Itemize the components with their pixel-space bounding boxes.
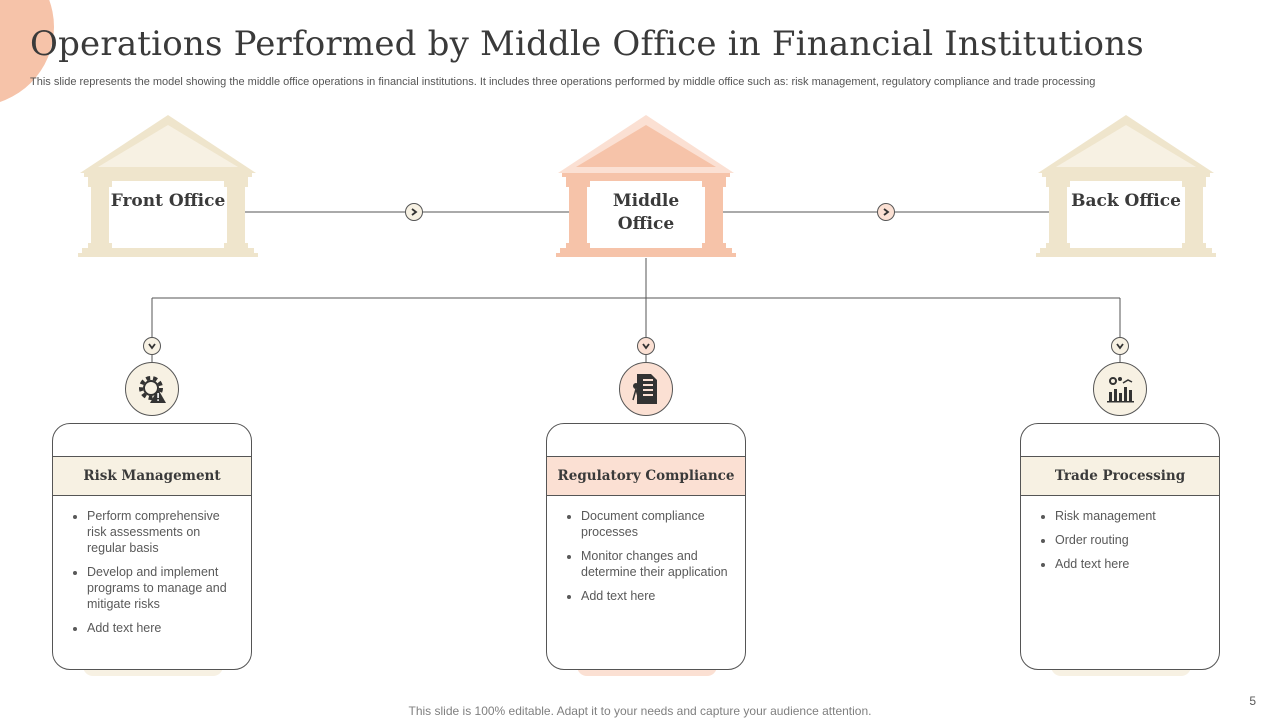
card-title: Risk Management (53, 456, 251, 496)
list-item: • Add text here (581, 588, 731, 604)
arrow-right-icon (405, 203, 423, 221)
bank-building-icon (1036, 115, 1216, 260)
chevron-down-icon (143, 337, 161, 355)
front-office-label: Front Office (110, 191, 226, 211)
bank-building-icon (556, 115, 736, 260)
list-item: • Perform comprehensive risk assessments on regular basis (87, 508, 237, 556)
card-title: Regulatory Compliance (547, 456, 745, 496)
footer-note: This slide is 100% editable. Adapt it to your needs and capture your audience attention. (408, 704, 872, 718)
gear-warning-icon (125, 362, 179, 416)
regulatory-compliance-card (546, 423, 746, 670)
middle-office-label: Middle Office (612, 191, 680, 234)
arrow-right-icon (877, 203, 895, 221)
bank-building-icon (78, 115, 258, 260)
list-item: • Order routing (1055, 532, 1205, 548)
compliance-document-icon (619, 362, 673, 416)
chevron-down-icon (1111, 337, 1129, 355)
list-item: • Risk management (1055, 508, 1205, 524)
list-item: • Monitor changes and determine their application (581, 548, 731, 580)
back-office-label: Back Office (1071, 191, 1181, 211)
trade-processing-card (1020, 423, 1220, 670)
risk-management-card (52, 423, 252, 670)
card-bullet-list (67, 508, 237, 644)
chevron-down-icon (637, 337, 655, 355)
middle-office-building (556, 115, 736, 260)
slide-title: Operations Performed by Middle Office in Financial Institutions (30, 24, 1144, 64)
card-bullet-list (1035, 508, 1205, 580)
slide-subtitle: This slide represents the model showing the middle office operations in financial institutions. It includes three operations performed by middle office such as: risk management, regulatory compliance and trade processing (30, 76, 1096, 88)
list-item: • Develop and implement programs to manage and mitigate risks (87, 564, 237, 612)
list-item: • Add text here (87, 620, 237, 636)
back-office-building (1036, 115, 1216, 260)
bank-shape (1036, 115, 1216, 257)
card-bullet-list (561, 508, 731, 612)
card-title: Trade Processing (1021, 456, 1219, 496)
list-item: • Document compliance processes (581, 508, 731, 540)
page-number: 5 (1249, 694, 1256, 708)
list-item: • Add text here (1055, 556, 1205, 572)
bank-shape (78, 115, 258, 257)
front-office-building (78, 115, 258, 260)
trade-chart-icon (1093, 362, 1147, 416)
